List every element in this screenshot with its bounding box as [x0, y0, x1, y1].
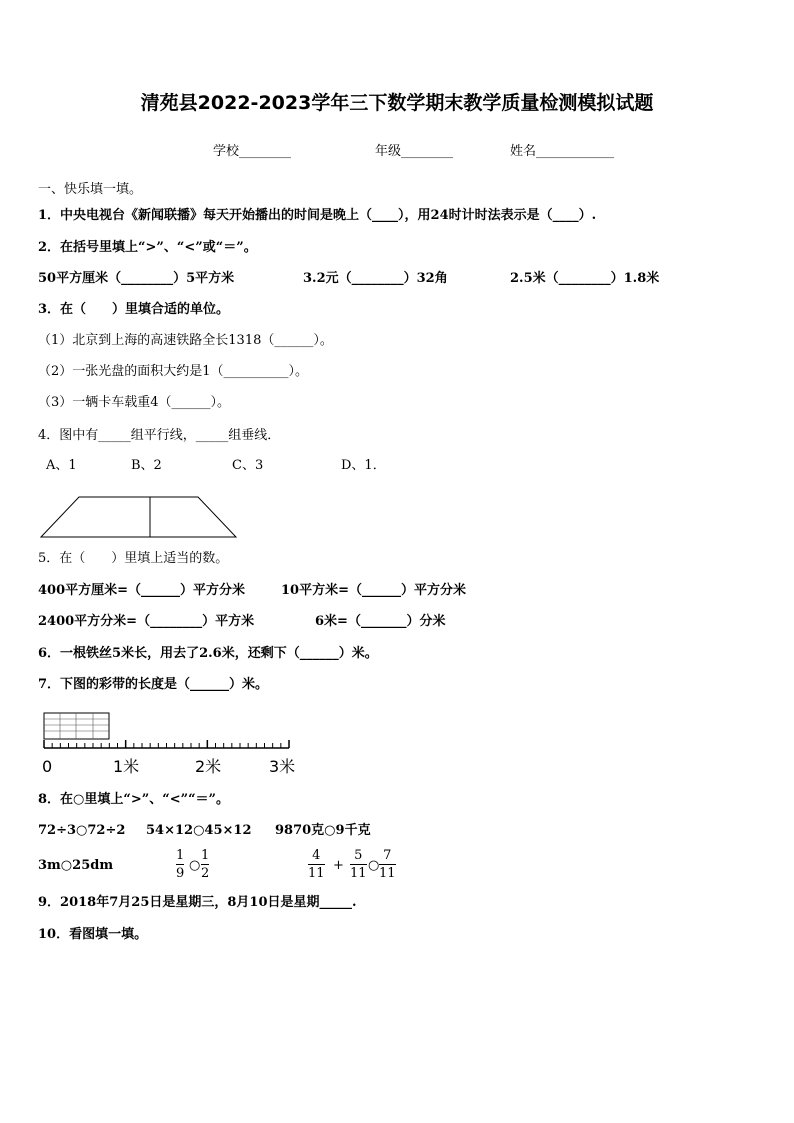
ruler-ticks: [44, 740, 289, 748]
fraction-4-11: 4 11: [308, 848, 325, 881]
name-field: 姓名____________: [510, 144, 615, 159]
q2-item-3: 2.5米（________）1.8米: [510, 271, 660, 286]
trapezoid-figure: [38, 494, 242, 540]
compare-circle: ○: [368, 858, 380, 873]
question-2: 2．在括号里填上“>”、“<”或“＝”。: [38, 240, 257, 255]
q8-item-2: 54×12○45×12: [146, 823, 252, 838]
section-heading: 一、快乐填一填。: [38, 182, 143, 197]
fraction-1-2: 1 2: [201, 848, 210, 881]
question-3: 3．在（ ）里填合适的单位。: [38, 302, 230, 317]
ruler-figure: [36, 710, 302, 780]
q8-item-4: 3m○25dm: [38, 858, 114, 873]
q4-option-a: A、1: [46, 458, 77, 473]
question-6: 6．一根铁丝5米长，用去了2.6米，还剩下（______）米。: [38, 646, 378, 661]
ribbon: [44, 713, 109, 739]
page-title: 清苑县2022-2023学年三下数学期末教学质量检测模拟试题: [140, 92, 654, 114]
question-5: 5．在（ ）里填上适当的数。: [38, 551, 229, 566]
question-7: 7．下图的彩带的长度是（______）米。: [38, 677, 269, 692]
q4-option-d: D、1．: [341, 458, 386, 473]
q3-item-2: （2）一张光盘的面积大约是1（__________）。: [38, 364, 309, 379]
ruler-label-2: 2米: [195, 757, 222, 776]
q2-item-2: 3.2元（________）32角: [303, 271, 448, 286]
q2-item-1: 50平方厘米（________）5平方米: [38, 271, 235, 286]
compare-circle: ○: [189, 858, 201, 873]
q5-item-1: 400平方厘米=（______）平方分米: [38, 583, 246, 598]
q5-item-4: 6米=（_______）分米: [315, 614, 446, 629]
question-8: 8．在○里填上“>”、“<”“＝”。: [38, 792, 230, 807]
ruler-label-3: 3米: [269, 757, 296, 776]
school-field: 学校________: [213, 144, 292, 159]
q5-item-3: 2400平方分米=（________）平方米: [38, 614, 255, 629]
q8-item-1: 72÷3○72÷2: [38, 823, 126, 838]
ruler-label-1: 1米: [113, 757, 140, 776]
q4-option-b: B、2: [131, 458, 162, 473]
fraction-7-11: 7 11: [379, 848, 396, 881]
q3-item-1: （1）北京到上海的高速铁路全长1318（______）。: [38, 333, 333, 348]
q8-item-3: 9870克○9千克: [275, 823, 371, 838]
question-4: 4．图中有_____组平行线，_____组垂线．: [38, 428, 281, 443]
question-10: 10．看图填一填。: [38, 927, 148, 942]
q5-item-2: 10平方米=（______）平方分米: [281, 583, 466, 598]
grade-field: 年级________: [375, 144, 454, 159]
ruler-label-0: 0: [42, 757, 53, 776]
fraction-1-9: 1 9: [176, 848, 185, 881]
q4-option-c: C、3: [232, 458, 264, 473]
question-9: 9．2018年7月25日是星期三，8月10日是星期_____.: [38, 895, 357, 910]
fraction-5-11: 5 11: [350, 848, 367, 881]
q3-item-3: （3）一辆卡车载重4（______）。: [38, 395, 231, 410]
question-1: 1．中央电视台《新闻联播》每天开始播出的时间是晚上（____），用24时计时法表示是（____）.: [38, 208, 597, 223]
plus-sign: +: [333, 858, 344, 873]
